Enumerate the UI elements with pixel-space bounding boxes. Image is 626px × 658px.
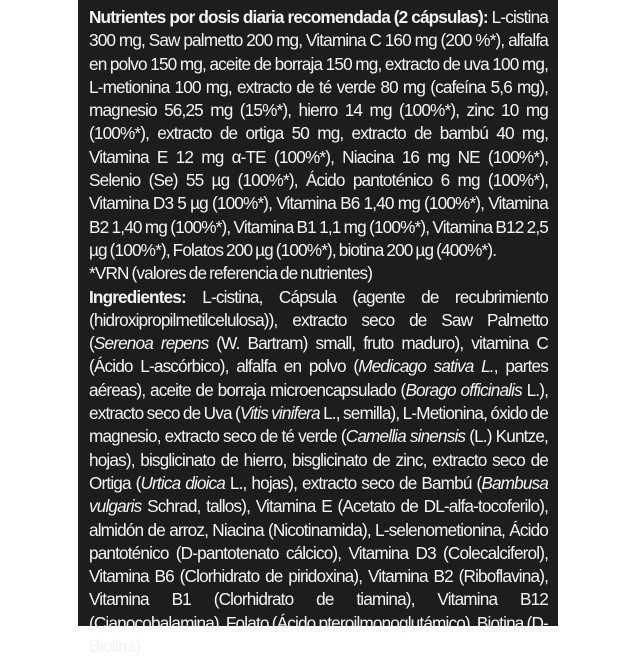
ingredients-text-0: L-cistina, Cápsula (agente de recubrimiento (hidroxipropilmetilcelulosa)), extracto seco de Saw Palmetto ( xyxy=(89,286,548,354)
species-name-medicago: Medicago sativa L. xyxy=(358,356,494,377)
species-name-borago: Borago officinalis xyxy=(405,379,522,400)
ingredients-text-8: L., semilla), L-Metionina, óxido de magnesio, extracto seco de té verde ( xyxy=(89,403,548,447)
nutrients-text: L-cistina 300 mg, Saw palmetto 200 mg, Vitamina C 160 mg (200 %*), alfalfa en polvo 150 mg, aceite de borraja 150 mg, extracto de uva 100 mg, L-metionina 100 mg, extracto de té verde 80 mg (cafeína 5,6 mg), magnesio 56,25 mg (15%*), hierro 14 mg (100%*), zinc 10 mg (100%*), extracto de ortiga 50 mg, extracto de bambú 40 mg, Vitamina E 12 mg α-TE (100%*), Niacina 16 mg NE (100%*), Selenio (Se) 55 µg (100%*), Ácido pantoténico 6 mg (100%*), Vitamina D3 5 µg (100%*), Vitamina B6 1,40 mg (100%*), Vitamina B2 1,40 mg (100%*), Vitamina B1 1,1 mg (100%*), Vitamina B12 2,5 µg (100%*), Folatos 200 µg (100%*), biotina 200 µg (400%*). xyxy=(89,7,548,260)
nutrients-paragraph xyxy=(89,6,548,262)
ingredients-text-10: (L.) Kuntze, hojas), bisglicinato de hierro, bisglicinato de zinc, extracto seco de Ortiga ( xyxy=(89,426,548,493)
ingredients-paragraph xyxy=(89,286,548,658)
species-name-bambusa: Bambusa vulgaris xyxy=(89,472,549,517)
species-name-serenoa: Serenoa repens xyxy=(93,333,209,354)
nutrition-label-panel xyxy=(78,0,558,657)
species-name-urtica: Urtica dioica xyxy=(140,472,226,493)
ingredients-text-4: , partes aéreas), aceite de borraja microencapsulado ( xyxy=(89,356,548,400)
ingredients-text-14: Schrad, tallos), Vitamina E (Acetato de DL-alfa-tocoferilo), almidón de arroz, Niacina (Nicotinamida), L-selenometionina, Ácido pantoténico (D-pantotenato cálcico), Vitamina D3 (Colecalciferol), Vitamina B6 (Clorhidrato de piridoxina), Vitamina B2 (Riboflavina), Vitamina B1 (Clorhidrato de tiamina), Vitamina B12 (Cianocobalamina), Folato (Ácido pteroilmonoglutámico), Biotina (D-Biotina). xyxy=(89,496,548,657)
vrn-footnote: *VRN (valores de referencia de nutrientes) xyxy=(89,263,373,284)
ingredients-text-12: L., hojas), extracto seco de Bambú ( xyxy=(225,472,482,493)
species-name-vitis: Vitis vinifera xyxy=(239,403,320,424)
nutrients-heading: Nutrientes por dosis diaria recomendada (2 cápsulas): xyxy=(89,7,488,27)
ingredients-text-2: (W. Bartram) small, fruto maduro), vitamina C (Ácido L-ascórbico), alfalfa en polvo ( xyxy=(89,333,548,377)
ingredients-text-6: L.), extracto seco de Uva ( xyxy=(89,379,549,424)
ingredients-heading: Ingredientes: xyxy=(89,286,186,307)
species-name-camellia: Camellia sinensis xyxy=(345,426,466,447)
